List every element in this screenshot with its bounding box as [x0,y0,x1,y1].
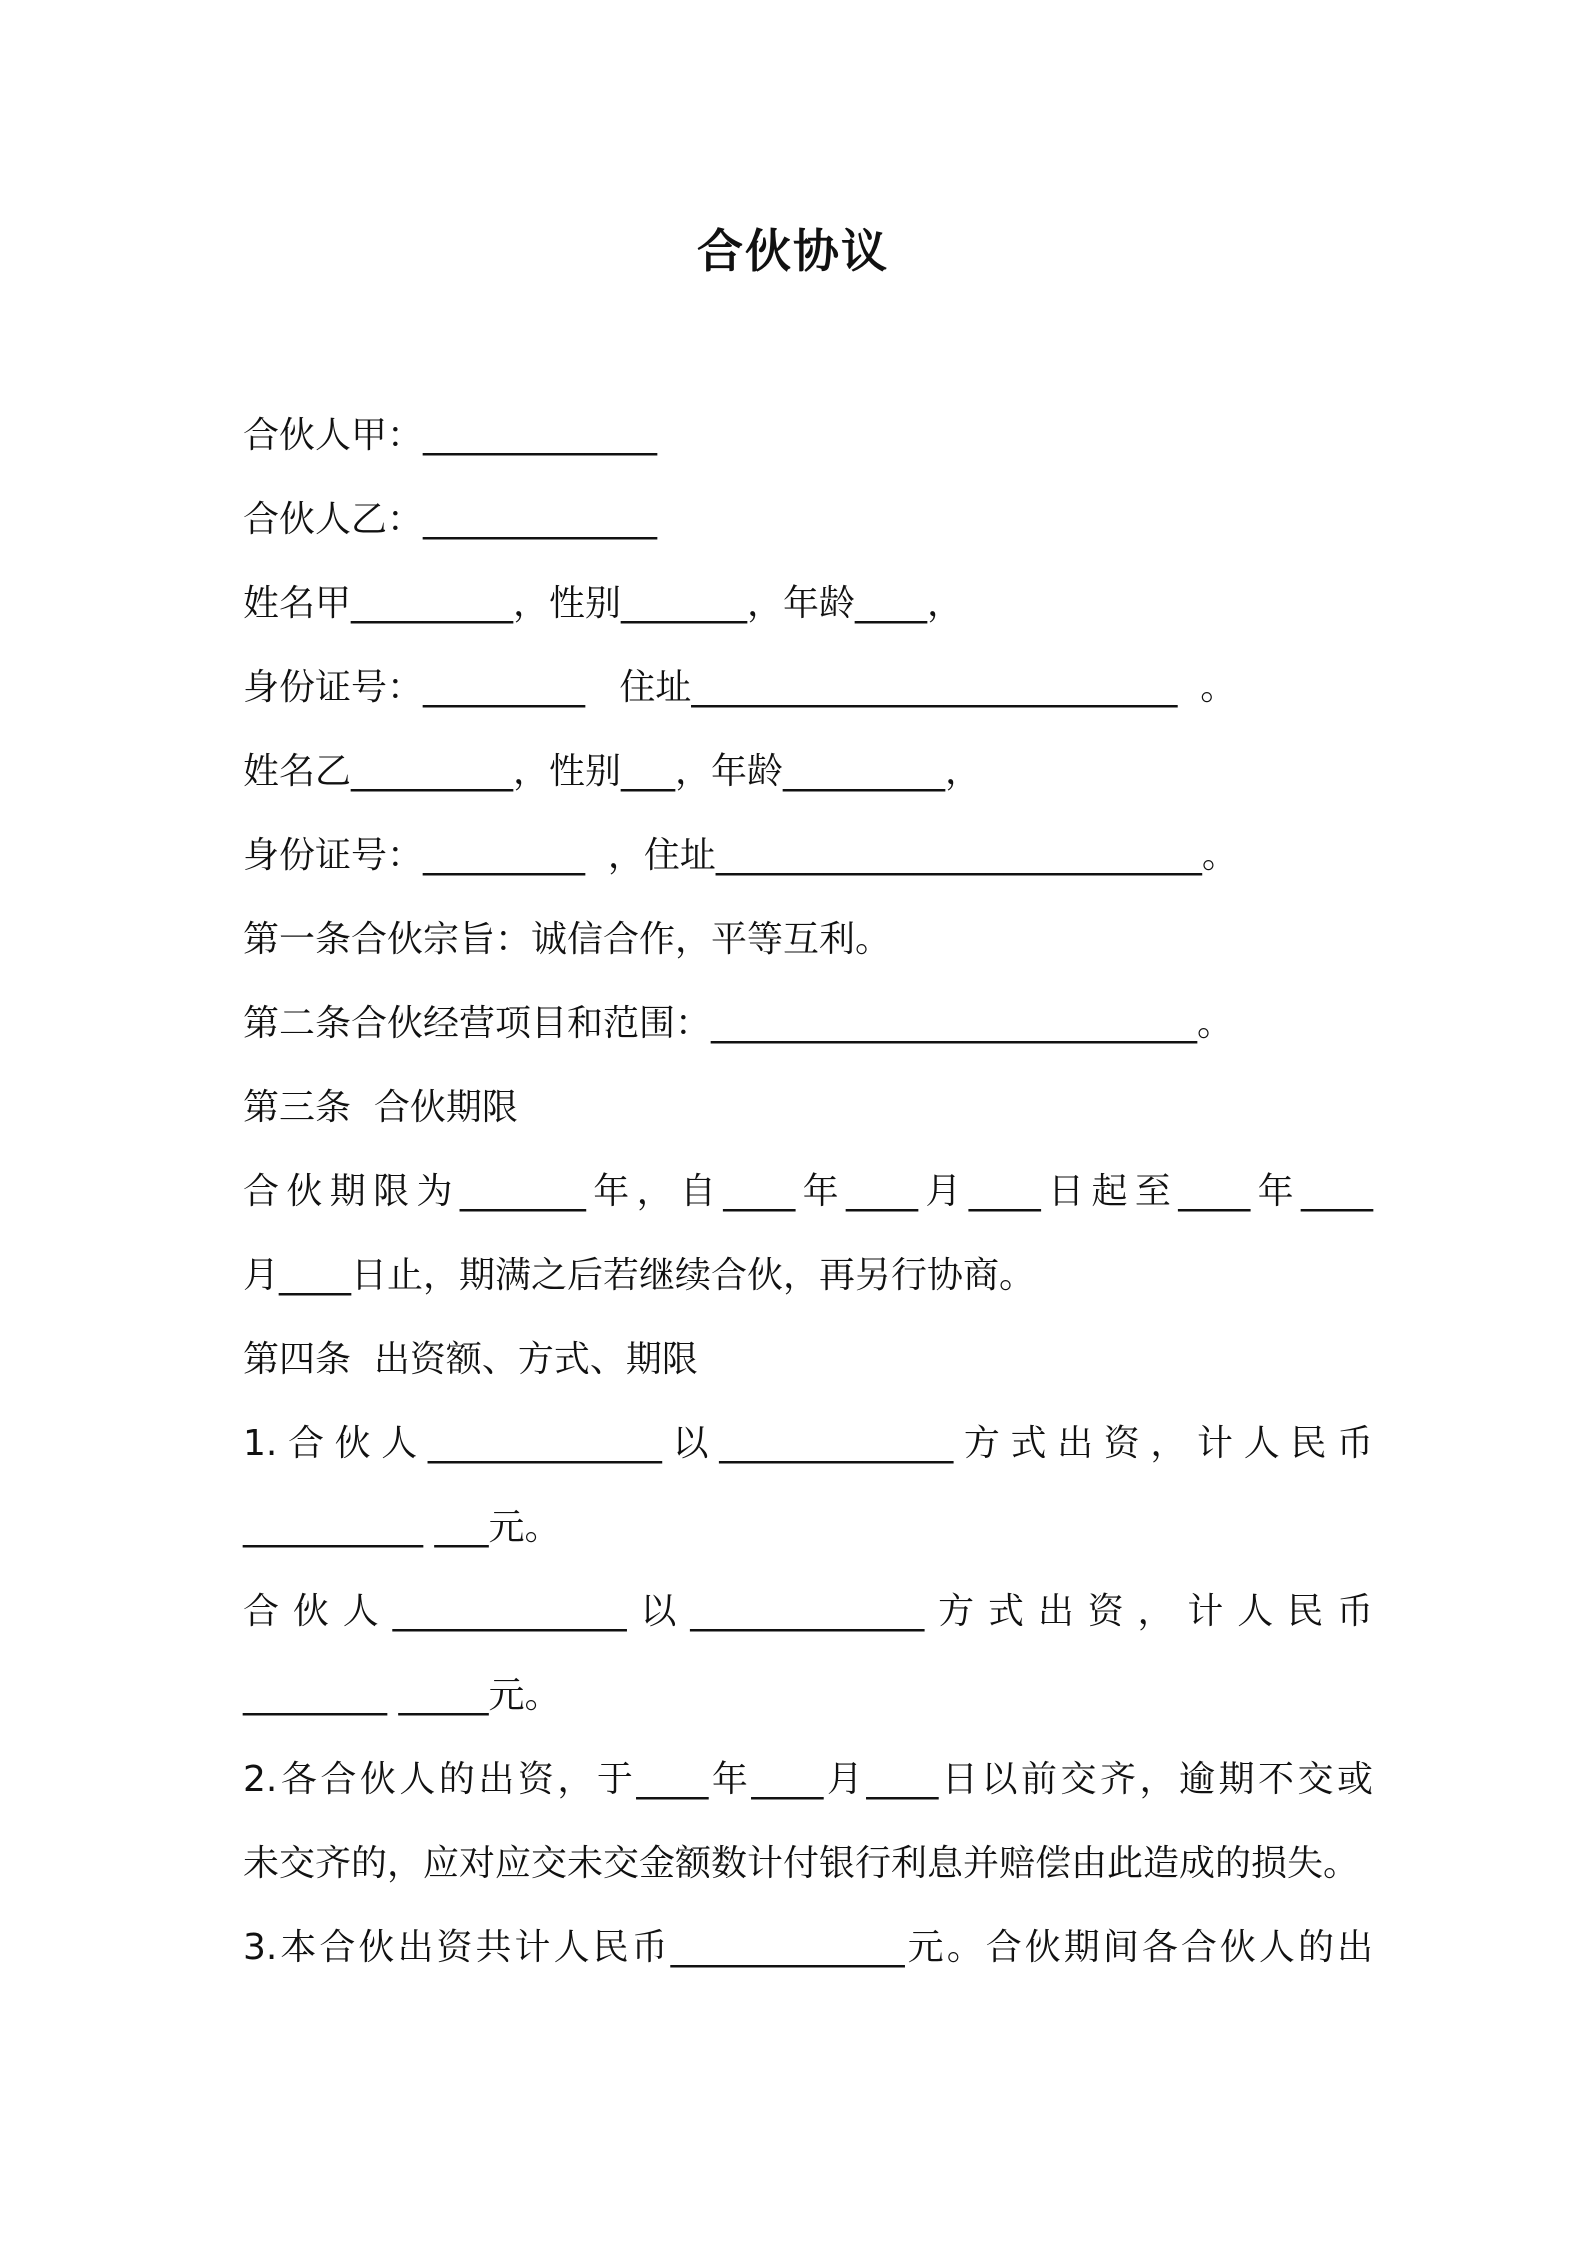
contribution-2-line: 合伙人_____________以_____________方式出资，计人民币 [243,1591,1373,1632]
article-2-line: 第二条合伙经营项目和范围：___________________________。 [243,1003,1234,1044]
contribution-1-amount: __________ ___元。 [243,1507,561,1548]
term-line-2: 月____日止，期满之后若继续合伙，再另行协商。 [243,1255,1036,1296]
name-a-line: 姓名甲_________，性别_______，年龄____， [243,583,964,624]
partner-b-line: 合伙人乙：_____________ [243,499,658,540]
contribution-2-amount: ________ _____元。 [243,1675,561,1716]
article-1-line: 第一条合伙宗旨：诚信合作，平等互利。 [243,919,892,960]
contribution-1-line: 1.合伙人_____________以_____________方式出资，计人民币 [243,1423,1373,1464]
partner-a-line: 合伙人甲：_____________ [243,415,658,456]
document-title: 合伙协议 [697,224,889,278]
payment-deadline-line: 2.各合伙人的出资，于____年____月____日以前交齐，逾期不交或 [243,1759,1373,1800]
article-3-heading: 第三条 合伙期限 [243,1087,518,1128]
id-b-line: 身份证号：_________ ，住址___________________________。 [243,835,1238,876]
id-a-line: 身份证号：_________ 住址___________________________ 。 [243,667,1237,708]
total-contribution-line: 3.本合伙出资共计人民币_____________元。合伙期间各合伙人的出 [243,1927,1373,1968]
payment-penalty-line: 未交齐的，应对应交未交金额数计付银行利息并赔偿由此造成的损失。 [243,1843,1360,1884]
article-4-heading: 第四条 出资额、方式、期限 [243,1339,698,1380]
name-b-line: 姓名乙_________，性别___，年龄_________， [243,751,982,792]
term-line-1: 合伙期限为_______年，自____年____月____日起至____年____ [243,1171,1373,1212]
